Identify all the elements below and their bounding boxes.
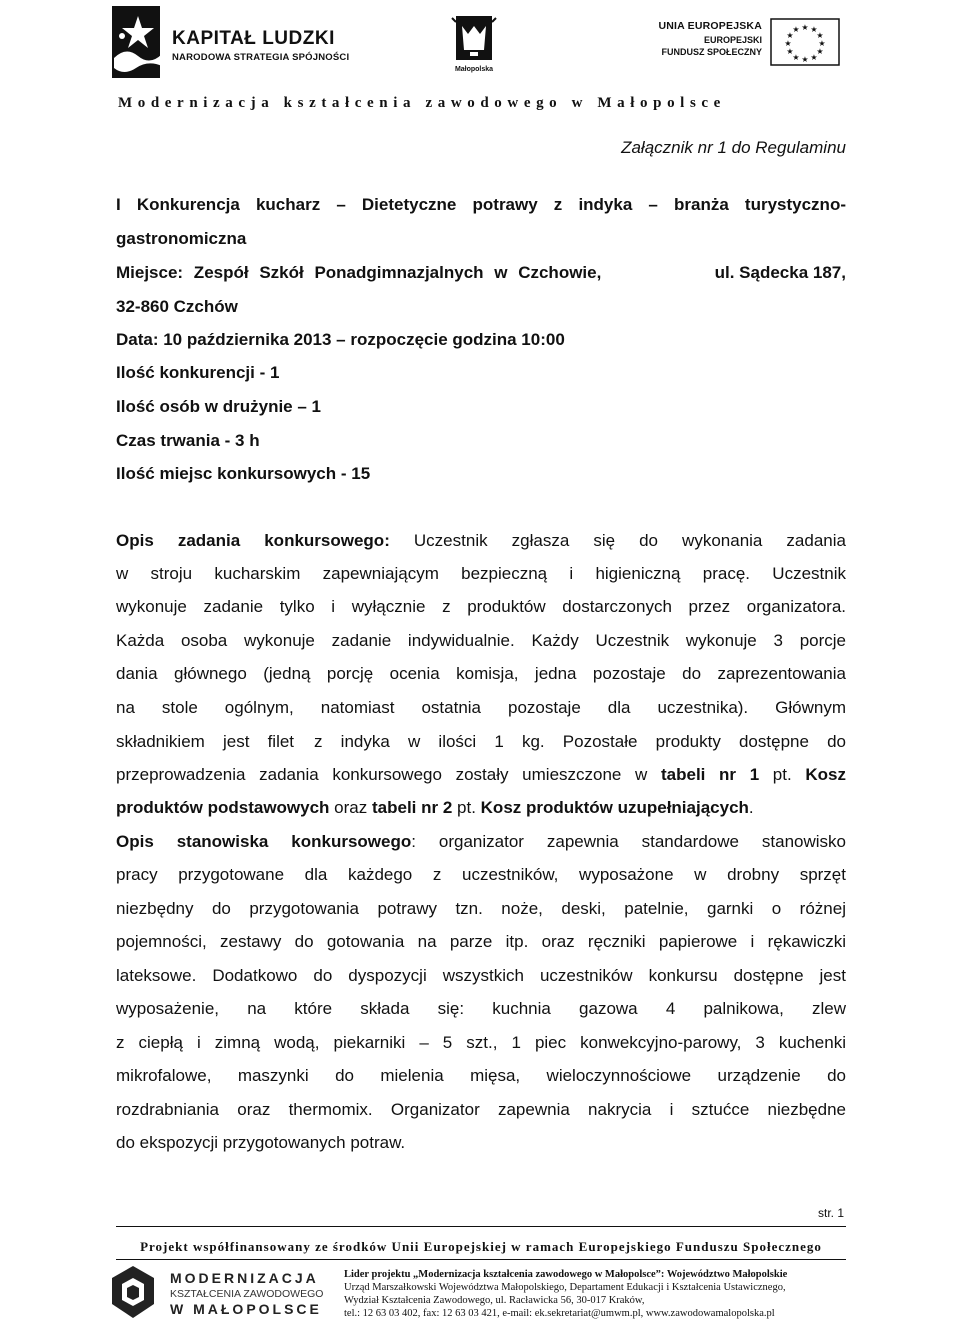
svg-text:★: ★ [816,47,824,56]
svg-text:★: ★ [816,31,824,40]
malopolska-crest-icon [444,14,504,64]
duration: Czas trwania - 3 h [116,431,260,450]
place-street: ul. Sądecka 187, [714,263,846,282]
eu-logo [650,16,840,76]
svg-text:★: ★ [810,25,818,34]
eu-flag-icon [770,18,840,66]
competition-title-line1: I Konkurencja kucharz – Dietetyczne potrawy z indyka – branża turystyczno- [116,195,846,214]
malopolska-label: Małopolska [454,66,494,73]
svg-text:★: ★ [786,31,794,40]
place-text: Miejsce: Zespół Szkół Ponadgimnazjalnych w Czchowie, [116,263,602,282]
station-line-4: pojemności, zestawy do gotowania na parze itp. oraz ręczniki papierowe i rękawiczki [116,932,846,951]
svg-text:★: ★ [784,39,792,48]
footer-address: Wydział Kształcenia Zawodowego, ul. Racławicka 56, 30-017 Kraków, [344,1295,645,1306]
task-text-7c: Pozostałe produkty dostępne do [544,732,846,751]
svg-text:★: ★ [801,55,809,64]
task-line-4 [116,630,846,652]
team-size: Ilość osób w drużynie – 1 [116,397,321,416]
station-line-9: rozdrabniania oraz thermomix. Organizator zapewnia nakrycia i sztućce niezbędne [116,1100,846,1119]
malopolska-logo [444,14,504,80]
svg-text:★: ★ [801,23,809,32]
modernizacja-line-1: MODERNIZACJA [170,1270,319,1286]
svg-text:★: ★ [792,25,800,34]
modernizacja-line-2: KSZTAŁCENIA ZAWODOWEGO [170,1288,324,1300]
modernizacja-emblem-icon [108,1264,158,1320]
places-count: Ilość miejsc konkursowych - 15 [116,464,371,483]
svg-text:★: ★ [818,39,826,48]
task-line-1 [116,530,846,552]
kapital-ludzki-title: KAPITAŁ LUDZKI [172,28,335,49]
task-line-8 [116,764,846,786]
svg-text:★: ★ [810,53,818,62]
footer-phone: tel.: 12 63 03 402, fax: 12 63 03 421, e-mail: ek.sekretariat@umwm.pl, www.zawodowamalopolska.pl [344,1308,775,1319]
competitions-count: Ilość konkurencji - 1 [116,363,280,382]
kapital-ludzki-subtitle: NARODOWA STRATEGIA SPÓJNOŚCI [172,52,350,63]
svg-text:★: ★ [792,53,800,62]
footer-office: Urząd Marszałkowski Województwa Małopolskiego, Departament Edukacji i Kształcenia Ustawicznego, [344,1282,786,1293]
task-text-9f: . [748,798,754,817]
footer-title: Projekt współfinansowany ze środków Unii Europejskiej w ramach Europejskiego Funduszu Społecznego [140,1239,822,1254]
basket-word: Kosz [805,765,846,784]
footer-contact [344,1268,787,1320]
task-line-7 [116,731,846,753]
table-1-ref: tabeli nr 1 [660,765,760,784]
footer-rule-top [116,1226,846,1227]
modernizacja-line-3: W MAŁOPOLSCE [170,1301,322,1317]
footer-rule-bottom [116,1259,846,1260]
station-line-6: wyposażenie, na które składa się: kuchnia gazowa 4 palnikowa, zlew [116,999,846,1018]
task-text-4b: Każdy Uczestnik wykonuje 3 porcje [514,631,847,650]
table-2-ref: tabeli nr 2 [371,798,453,817]
svg-text:★: ★ [786,47,794,56]
station-line-7: z ciepłą i zimną wodą, piekarniki – 5 szt., 1 piec konwekcyjno-parowy, 3 kuchenki [116,1033,846,1052]
page-number: str. 1 [817,1206,844,1220]
competition-title-line2: gastronomiczna [116,229,247,248]
task-line-9 [116,797,846,819]
station-line-8: mikrofalowe, maszynki do mielenia mięsa, wieloczynnościowe urządzenie do [116,1066,846,1085]
task-line-2: w stroju kucharskim zapewniającym bezpieczną i higieniczną pracę. Uczestnik [116,564,846,583]
modernizacja-logo [108,1264,348,1320]
task-text-7a: składnikiem jest filet [116,732,295,751]
station-line-5: lateksowe. Dodatkowo do dyspozycji wszystkich uczestników konkursu dostępne jest [116,966,846,985]
task-text-8c: pt. [759,765,806,784]
task-text-9d: pt. [452,798,481,817]
station-line-2: pracy przygotowane dla każdego z uczestników, wyposażone w drobny sprzęt [116,865,846,884]
station-label: Opis stanowiska konkursowego [116,832,412,851]
footer-leader: Lider projektu „Modernizacja kształcenia zawodowego w Małopolsce”: Województwo Małopolskie [344,1269,788,1280]
task-label: Opis zadania konkursowego: [116,531,390,550]
kapital-ludzki-emblem-icon [108,6,164,78]
eu-line-3: FUNDUSZ SPOŁECZNY [661,47,762,57]
station-line-3: niezbędny do przygotowania potrawy tzn. noże, deski, patelnie, garnki o różnej [116,899,846,918]
station-text-1: : organizator zapewnia standardowe stanowisko [411,832,846,851]
task-text-8a: przeprowadzenia zadania konkursowego zostały umieszczone w [116,765,661,784]
task-text-1: Uczestnik zgłasza się do wykonania zadania [413,531,846,550]
date-line: Data: 10 października 2013 – rozpoczęcie godzina 10:00 [116,330,565,349]
eu-line-1: UNIA EUROPEJSKA [658,20,762,32]
task-text-7b: z indyka w ilości 1 kg. [314,732,545,751]
place-line1 [116,262,846,284]
task-line-6: na stole ogólnym, natomiast ostatnia pozostaje dla uczestnika). Głównym [116,698,846,717]
task-text-4a: Każda osoba wykonuje zadanie indywidualnie. [116,631,515,650]
annex-label: Załącznik nr 1 do Regulaminu [621,138,846,157]
basic-products: produktów podstawowych [116,798,330,817]
task-text-9b: oraz [329,798,372,817]
task-line-5: dania głównego (jedną porcję ocenia komisja, jedna pozostaje do zaprezentowania [116,664,846,683]
task-line-3: wykonuje zadanie tylko i wyłącznie z produktów dostarczonych przez organizatora. [116,597,846,616]
project-tagline: Modernizacja kształcenia zawodowego w Małopolsce [118,95,726,111]
eu-line-2: EUROPEJSKI [703,35,762,45]
kapital-ludzki-logo [108,6,348,78]
place-line2: 32-860 Czchów [116,297,238,316]
station-line-1 [116,831,846,853]
station-line-10: do ekspozycji przygotowanych potraw. [116,1133,406,1152]
supplementary-basket: Kosz produktów uzupełniających [480,798,749,817]
